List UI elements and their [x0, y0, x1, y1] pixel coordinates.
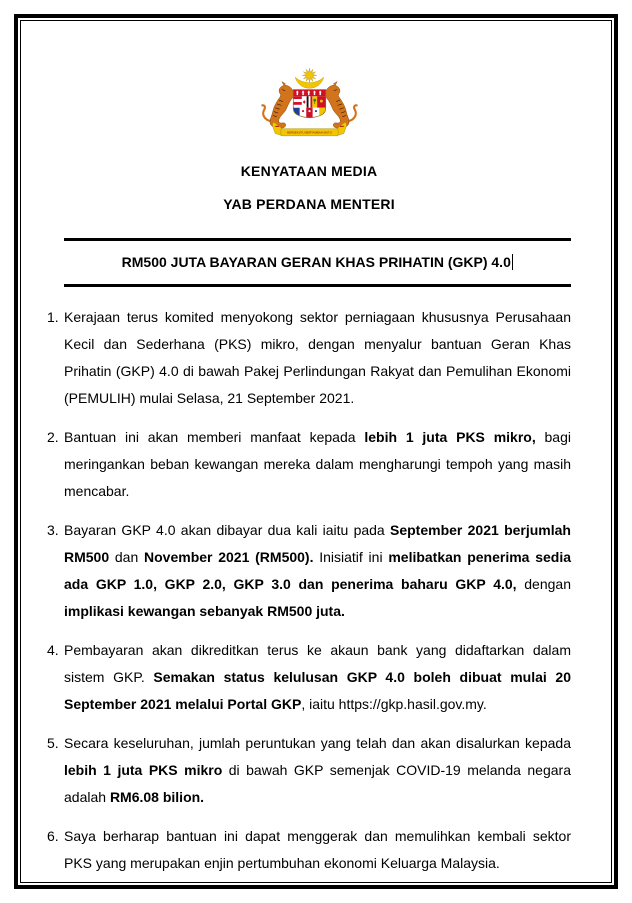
- document-content: [21, 21, 611, 877]
- header-yab-perdana-menteri: YAB PERDANA MENTERI: [223, 196, 395, 212]
- paragraph-number: 1.: [47, 309, 59, 325]
- paragraph: [47, 730, 571, 811]
- paragraph-text: Secara keseluruhan, jumlah peruntukan yang telah dan akan disalurkan kepada lebih 1 juta PKS mikro di bawah GKP semenjak COVID-19 melanda negara adalah RM6.08 bilion.: [64, 735, 571, 805]
- paragraph-text: Bayaran GKP 4.0 akan dibayar dua kali iaitu pada September 2021 berjumlah RM500 dan November 2021 (RM500). Inisiatif ini melibatkan penerima sedia ada GKP 1.0, GKP 2.0, GKP 3.0 dan penerima baharu GKP 4.0, dengan implikasi kewangan sebanyak RM500 juta.: [64, 522, 572, 619]
- paragraph: [47, 424, 571, 505]
- paragraph-number: 6.: [47, 828, 59, 844]
- text-cursor-caret: [512, 254, 514, 270]
- crest-motto-text: BERSEKUTU BERTAMBAH MUTU: [286, 130, 332, 135]
- malaysia-coat-of-arms-icon: [257, 62, 362, 143]
- paragraph-number: 3.: [47, 522, 59, 538]
- document-title[interactable]: RM500 JUTA BAYARAN GERAN KHAS PRIHATIN (GKP) 4.0: [121, 254, 511, 270]
- paragraph-text: Pembayaran akan dikreditkan terus ke akaun bank yang didaftarkan dalam sistem GKP. Semakan status kelulusan GKP 4.0 boleh dibuat mulai 20 September 2021 melalui Portal GKP, iaitu https://gkp.hasil.gov.my.: [64, 642, 571, 712]
- page-inner-border: [20, 20, 612, 883]
- paragraph: [47, 304, 571, 412]
- paragraph-list: [47, 304, 571, 877]
- paragraph-text: Bantuan ini akan memberi manfaat kepada lebih 1 juta PKS mikro, bagi meringankan beban kewangan mereka dalam mengharungi tempoh yang masih mencabar.: [64, 429, 571, 499]
- paragraph-text: Saya berharap bantuan ini dapat menggerak dan memulihkan kembali sektor PKS yang merupakan enjin pertumbuhan ekonomi Keluarga Malaysia.: [64, 828, 571, 871]
- paragraph: [47, 517, 571, 625]
- paragraph-number: 5.: [47, 735, 59, 751]
- paragraph: [47, 823, 571, 877]
- document-title-block: [64, 238, 571, 287]
- paragraph-text: Kerajaan terus komited menyokong sektor perniagaan khususnya Perusahaan Kecil dan Sederhana (PKS) mikro, dengan menyalur bantuan Geran Khas Prihatin (GKP) 4.0 di bawah Pakej Perlindungan Rakyat dan Pemulihan Ekonomi (PEMULIH) mulai Selasa, 21 September 2021.: [64, 309, 571, 406]
- paragraph: [47, 637, 571, 718]
- paragraph-number: 4.: [47, 642, 59, 658]
- paragraph-number: 2.: [47, 429, 59, 445]
- header-kenyataan-media: KENYATAAN MEDIA: [240, 163, 378, 179]
- page-frame: [14, 14, 618, 889]
